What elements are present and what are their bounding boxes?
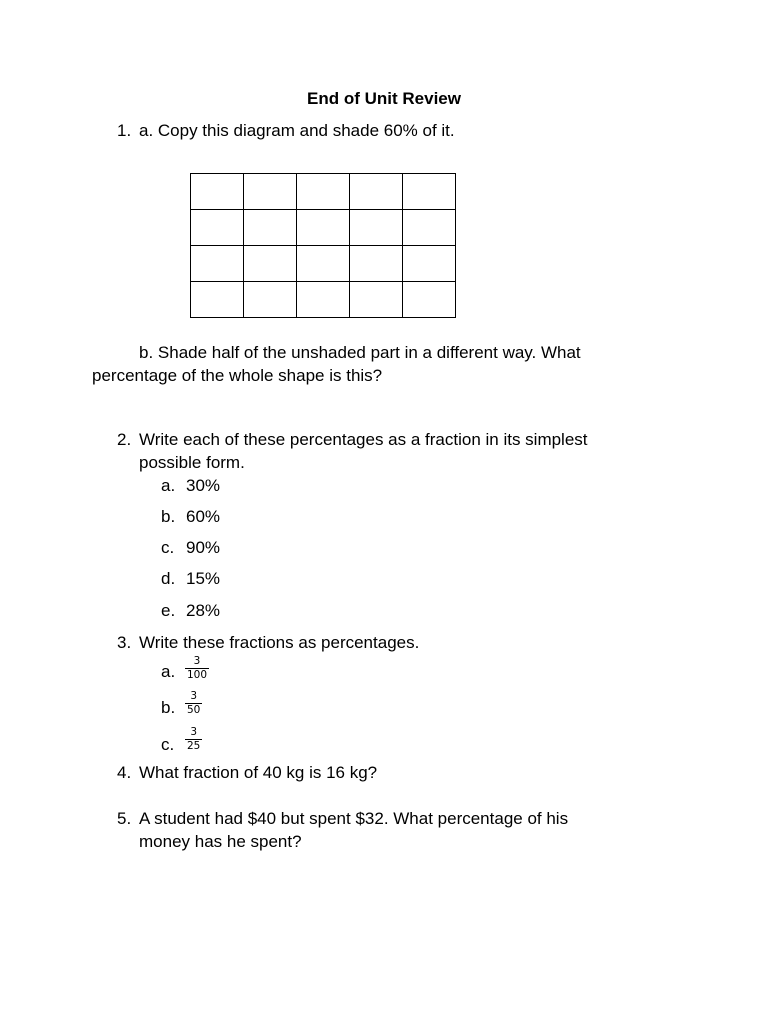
grid-cell <box>244 210 297 246</box>
fraction-denominator: 100 <box>187 669 208 681</box>
q3-fraction <box>185 690 202 717</box>
grid-row <box>191 282 456 318</box>
grid-cell <box>403 282 456 318</box>
q2-number: 2. <box>117 430 132 449</box>
grid-cell <box>350 174 403 210</box>
grid-cell <box>191 210 244 246</box>
grid-cell <box>350 246 403 282</box>
q2-item-label: c. <box>161 538 175 557</box>
grid-cell <box>297 282 350 318</box>
fraction-numerator: 3 <box>190 726 198 738</box>
grid-cell <box>403 210 456 246</box>
page-title: End of Unit Review <box>307 89 461 108</box>
q2-item-label: d. <box>161 569 176 588</box>
q3-fraction <box>185 655 209 682</box>
grid-row <box>191 174 456 210</box>
q2-item-value: 60% <box>186 507 221 526</box>
fraction-numerator: 3 <box>193 655 201 667</box>
grid-cell <box>244 174 297 210</box>
q3-item-label: c. <box>161 735 175 754</box>
q4-text: What fraction of 40 kg is 16 kg? <box>139 763 378 782</box>
grid-cell <box>244 282 297 318</box>
q1-grid-diagram <box>190 173 456 318</box>
grid-cell <box>297 210 350 246</box>
q2-item-label: a. <box>161 476 176 495</box>
grid-cell <box>191 174 244 210</box>
grid-row <box>191 210 456 246</box>
fraction-denominator: 25 <box>187 740 201 752</box>
q2-item-value: 15% <box>186 569 221 588</box>
grid-cell <box>350 210 403 246</box>
grid-cell <box>403 246 456 282</box>
q5-line2: money has he spent? <box>139 832 302 851</box>
q1-part-b-line1: b. Shade half of the unshaded part in a different way. What <box>139 343 581 362</box>
q3-fraction <box>185 726 202 753</box>
grid-cell <box>297 174 350 210</box>
q3-text: Write these fractions as percentages. <box>139 633 420 652</box>
q2-item-value: 30% <box>186 476 221 495</box>
grid-cell <box>191 246 244 282</box>
fraction-denominator: 50 <box>187 704 201 716</box>
q5-number: 5. <box>117 809 132 828</box>
q2-line2: possible form. <box>139 453 245 472</box>
grid-cell <box>244 246 297 282</box>
q1-part-a: a. Copy this diagram and shade 60% of it. <box>139 121 455 140</box>
grid-cell <box>350 282 403 318</box>
q1-number: 1. <box>117 121 132 140</box>
q2-item-label: e. <box>161 601 176 620</box>
q2-item-value: 90% <box>186 538 221 557</box>
grid-cell <box>191 282 244 318</box>
q3-item-label: a. <box>161 662 176 681</box>
grid-cell <box>297 246 350 282</box>
q2-item-value: 28% <box>186 601 221 620</box>
grid-row <box>191 246 456 282</box>
q2-item-label: b. <box>161 507 176 526</box>
q4-number: 4. <box>117 763 132 782</box>
q3-item-label: b. <box>161 698 176 717</box>
q1-part-b-line2: percentage of the whole shape is this? <box>92 366 383 385</box>
q3-number: 3. <box>117 633 132 652</box>
q2-line1: Write each of these percentages as a fraction in its simplest <box>139 430 588 449</box>
q5-line1: A student had $40 but spent $32. What percentage of his <box>139 809 569 828</box>
grid-cell <box>403 174 456 210</box>
fraction-numerator: 3 <box>190 690 198 702</box>
